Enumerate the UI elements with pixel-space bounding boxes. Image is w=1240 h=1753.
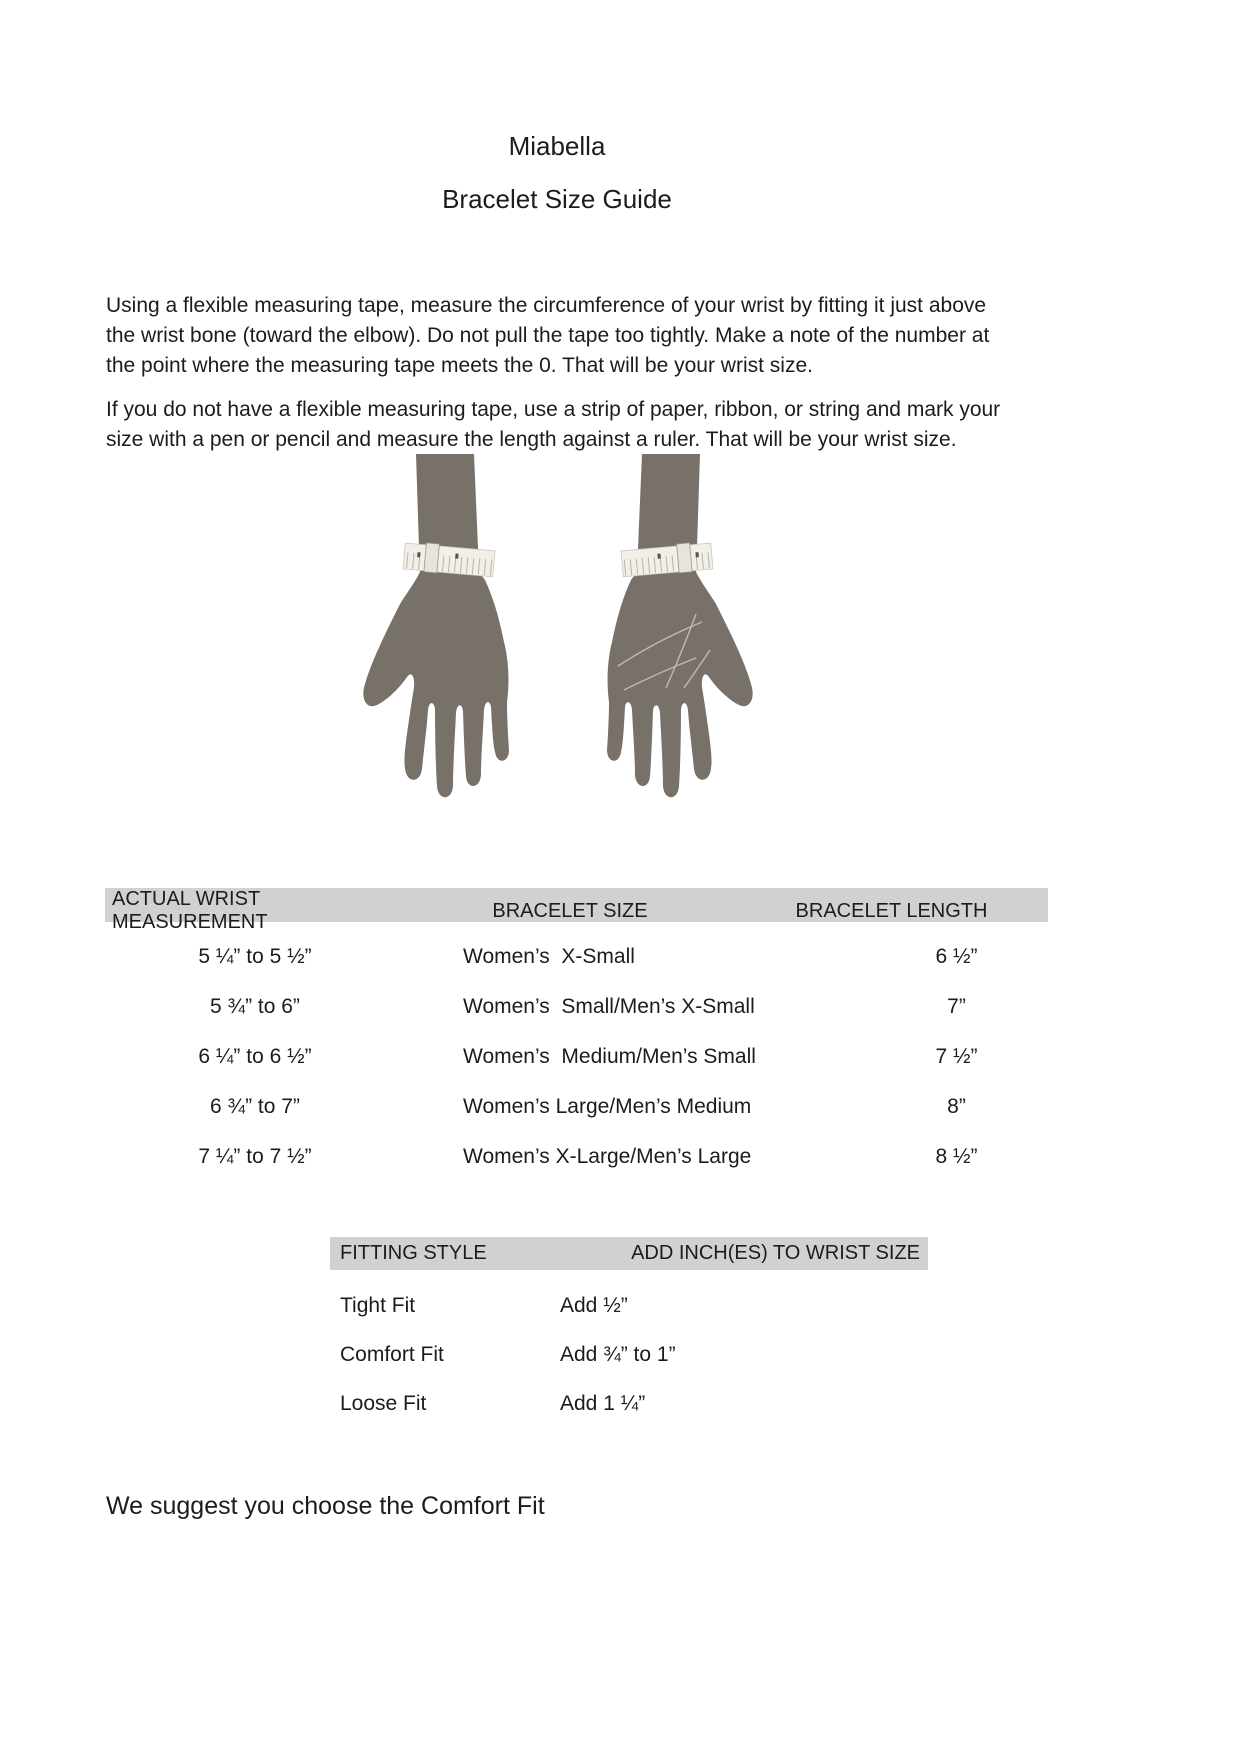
page-title: Bracelet Size Guide [442,184,672,214]
table-row [105,982,1048,1032]
fitting-style-cell: Comfort Fit [340,1342,444,1366]
table-row [105,932,1048,982]
bracelet-length-cell: 8 ½” [935,1145,978,1168]
size-table-header-wrist: ACTUAL WRIST MEASUREMENT [112,888,268,933]
size-table-header-row [105,888,1048,933]
wrist-measurement-cell: 6 ¼” to 6 ½” [198,1045,312,1068]
add-inches-cell: Add ½” [560,1293,628,1317]
measuring-instructions-paragraph: Using a flexible measuring tape, measure the circumference of your wrist by fitting it just above the wrist bone (toward the elbow). Do not pull the tape too tightly. Make a note of the number at the point where the measuring tape meets the 0. That will be your wrist size. [106,294,990,377]
right-hand-silhouette [607,454,753,797]
fitting-table-body [330,1281,928,1428]
size-table-header-size: BRACELET SIZE [492,899,648,922]
alternative-measuring-paragraph: If you do not have a flexible measuring tape, use a strip of paper, ribbon, or string and mark your size with a pen or pencil and measure the length against a ruler. That will be your wrist size. [106,398,1001,451]
brand-title: Miabella [508,131,606,161]
table-row [330,1379,928,1428]
fitting-table-header-add: ADD INCH(ES) TO WRIST SIZE [631,1242,920,1264]
comfort-fit-suggestion: We suggest you choose the Comfort Fit [106,1492,545,1520]
bracelet-length-cell: 7” [947,995,966,1018]
bracelet-size-cell: Women’s Small/Men’s X-Small [463,995,755,1018]
left-hand-silhouette [363,454,509,797]
hands-measuring-tape-illustration [358,452,758,812]
table-row [105,1082,1048,1132]
bracelet-size-cell: Women’s Large/Men’s Medium [463,1095,752,1118]
table-row [330,1281,928,1330]
bracelet-length-cell: 6 ½” [935,945,978,968]
fitting-table-header-style: FITTING STYLE [340,1242,487,1264]
bracelet-size-cell: Women’s X-Large/Men’s Large [463,1145,752,1168]
add-inches-cell: Add ¾” to 1” [560,1342,676,1366]
size-table-body [105,932,1048,1182]
bracelet-length-cell: 8” [947,1095,966,1118]
fitting-style-cell: Tight Fit [340,1293,416,1317]
wrist-measurement-cell: 5 ¼” to 5 ½” [198,945,312,968]
wrist-measurement-cell: 6 ¾” to 7” [210,1095,300,1118]
wrist-measurement-cell: 5 ¾” to 6” [210,995,300,1018]
table-row [105,1032,1048,1082]
bracelet-length-cell: 7 ½” [935,1045,978,1068]
add-inches-cell: Add 1 ¼” [560,1391,646,1415]
fitting-style-cell: Loose Fit [340,1391,427,1415]
table-row [330,1330,928,1379]
fitting-table-header-row [330,1237,928,1270]
wrist-measurement-cell: 7 ¼” to 7 ½” [198,1145,312,1168]
size-table-header-length: BRACELET LENGTH [795,899,988,922]
table-row [105,1132,1048,1182]
bracelet-size-cell: Women’s X-Small [463,945,635,968]
bracelet-size-cell: Women’s Medium/Men’s Small [463,1045,756,1068]
